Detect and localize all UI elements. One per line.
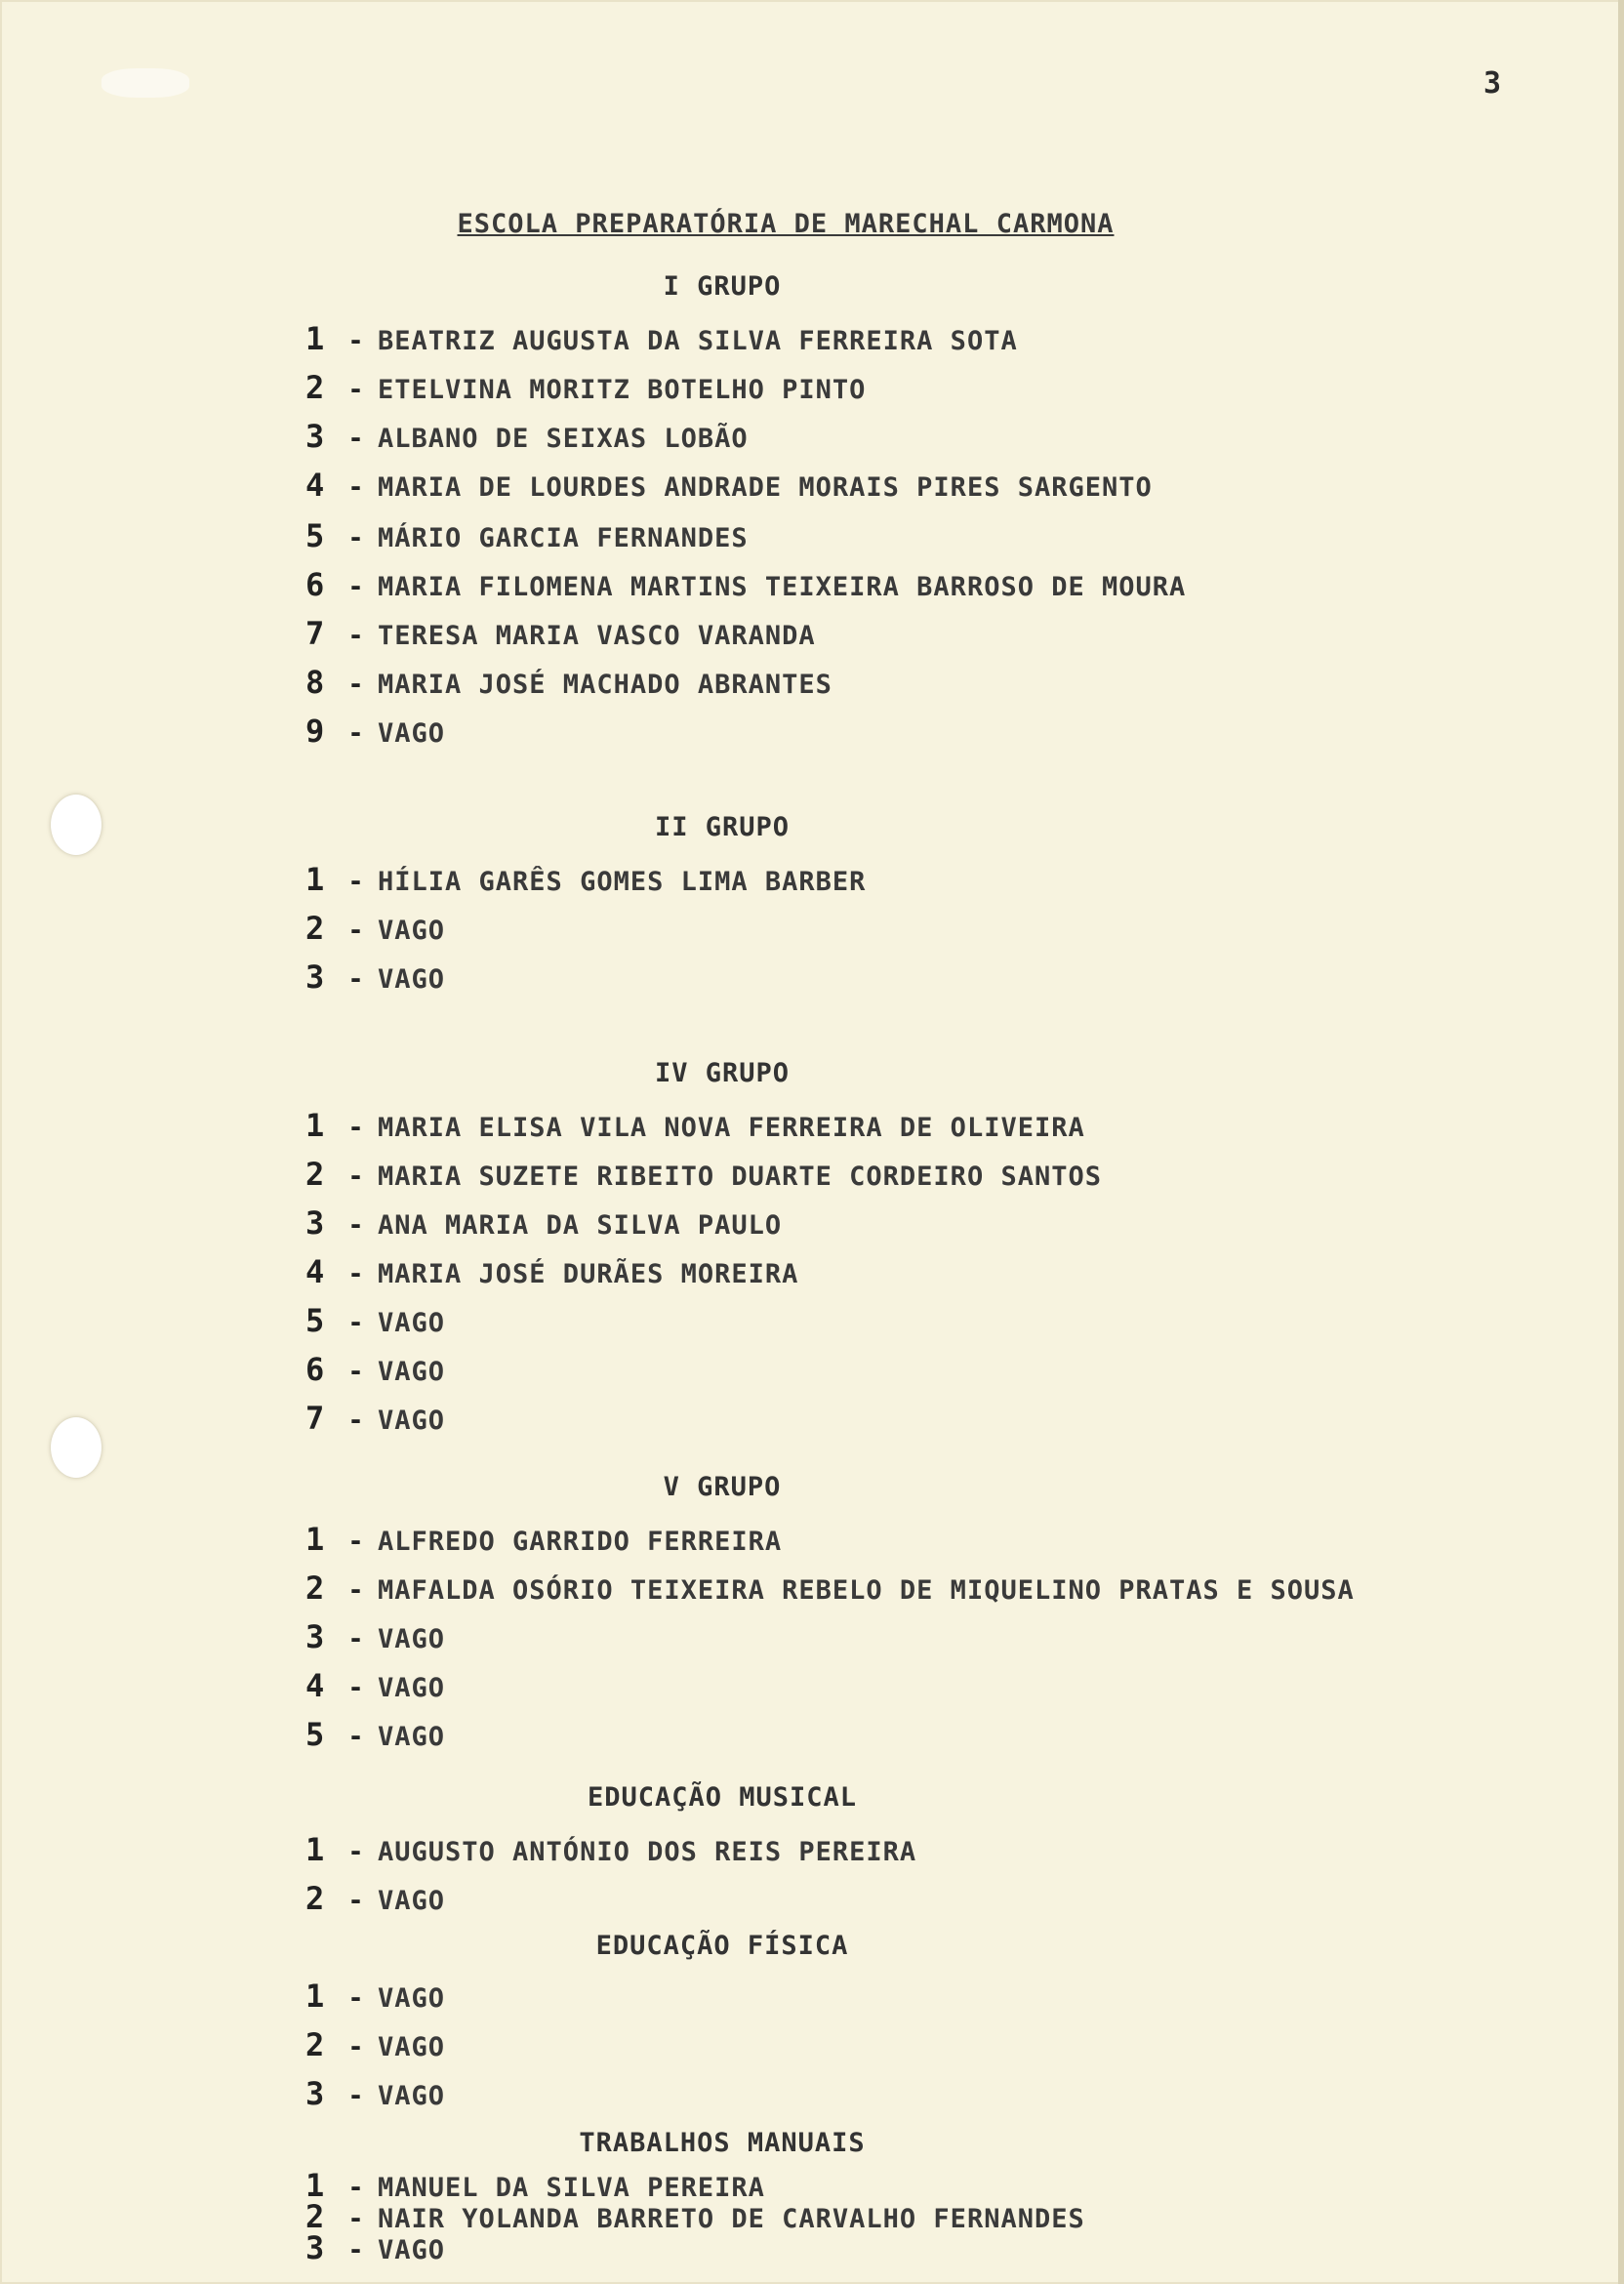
group-heading: TRABALHOS MANUAIS: [579, 2128, 866, 2158]
list-item: [305, 1400, 445, 1437]
item-dash: -: [347, 375, 365, 405]
item-name: VAGO: [378, 1624, 446, 1654]
item-name: VAGO: [378, 1357, 446, 1387]
item-number: 5: [305, 517, 326, 554]
item-number: 1: [305, 1978, 326, 2015]
list-item: [305, 1880, 445, 1917]
item-number: 4: [305, 1667, 326, 1704]
item-number: 7: [305, 615, 326, 652]
item-number: 6: [305, 1351, 326, 1388]
list-item: [305, 369, 866, 406]
item-name: VAGO: [378, 1722, 446, 1752]
list-item: [305, 418, 749, 455]
item-dash: -: [347, 867, 365, 897]
list-item: [305, 1831, 916, 1868]
item-number: 2: [305, 2198, 326, 2235]
item-number: 8: [305, 664, 326, 701]
list-item: [305, 2229, 445, 2266]
item-name: ANA MARIA DA SILVA PAULO: [378, 1210, 783, 1241]
paper-tear: [102, 68, 189, 98]
item-dash: -: [347, 1722, 365, 1752]
item-dash: -: [347, 424, 365, 454]
page-edge-shadow: [1618, 0, 1624, 2284]
item-dash: -: [347, 1308, 365, 1338]
item-name: MARIA JOSÉ MACHADO ABRANTES: [378, 670, 832, 700]
item-dash: -: [347, 1673, 365, 1703]
item-name: VAGO: [378, 916, 446, 946]
item-number: 2: [305, 1880, 326, 1917]
list-item: [305, 1253, 798, 1290]
item-name: MARIA DE LOURDES ANDRADE MORAIS PIRES SARGENTO: [378, 472, 1153, 503]
list-item: [305, 1156, 1102, 1193]
list-item: [305, 910, 445, 947]
item-dash: -: [347, 1162, 365, 1192]
item-name: MARIA SUZETE RIBEITO DUARTE CORDEIRO SANTOS: [378, 1162, 1102, 1192]
list-item: [305, 958, 445, 996]
item-dash: -: [347, 621, 365, 651]
list-item: [305, 1302, 445, 1339]
item-number: 1: [305, 320, 326, 357]
item-name: VAGO: [378, 2032, 446, 2062]
item-dash: -: [347, 2235, 365, 2265]
item-number: 1: [305, 1107, 326, 1144]
item-name: AUGUSTO ANTÓNIO DOS REIS PEREIRA: [378, 1837, 917, 1867]
list-item: [305, 1716, 445, 1753]
list-item: [305, 2026, 445, 2063]
item-name: MARIA JOSÉ DURÃES MOREIRA: [378, 1259, 799, 1289]
list-item: [305, 713, 445, 750]
group-heading: EDUCAÇÃO FÍSICA: [595, 1931, 849, 1961]
item-name: MÁRIO GARCIA FERNANDES: [378, 523, 749, 553]
item-name: BEATRIZ AUGUSTA DA SILVA FERREIRA SOTA: [378, 326, 1018, 356]
group-heading: II GRUPO: [654, 812, 791, 842]
item-dash: -: [347, 2081, 365, 2111]
item-name: VAGO: [378, 1673, 446, 1703]
item-number: 5: [305, 1302, 326, 1339]
item-number: 1: [305, 861, 326, 898]
item-dash: -: [347, 670, 365, 700]
list-item: [305, 1521, 782, 1558]
item-name: VAGO: [378, 1406, 446, 1436]
list-item: [305, 1978, 445, 2015]
item-number: 5: [305, 1716, 326, 1753]
item-dash: -: [347, 1983, 365, 2014]
item-name: ALFREDO GARRIDO FERREIRA: [378, 1527, 783, 1557]
item-dash: -: [347, 1113, 365, 1143]
item-number: 1: [305, 1521, 326, 1558]
item-dash: -: [347, 1406, 365, 1436]
list-item: [305, 2075, 445, 2112]
item-number: 3: [305, 1618, 326, 1655]
group-heading: I GRUPO: [663, 271, 782, 302]
item-dash: -: [347, 1837, 365, 1867]
item-dash: -: [347, 718, 365, 749]
item-name: ETELVINA MORITZ BOTELHO PINTO: [378, 375, 867, 405]
item-name: NAIR YOLANDA BARRETO DE CARVALHO FERNANDES: [378, 2204, 1085, 2234]
list-item: [305, 664, 832, 701]
item-dash: -: [347, 2204, 365, 2234]
item-name: VAGO: [378, 1983, 446, 2014]
item-name: VAGO: [378, 964, 446, 995]
item-dash: -: [347, 2173, 365, 2203]
item-dash: -: [347, 916, 365, 946]
list-item: [305, 467, 1153, 504]
item-number: 4: [305, 1253, 326, 1290]
item-dash: -: [347, 1357, 365, 1387]
group-heading: V GRUPO: [663, 1472, 782, 1502]
document-title: ESCOLA PREPARATÓRIA DE MARECHAL CARMONA: [457, 209, 1115, 239]
item-number: 2: [305, 910, 326, 947]
group-heading: EDUCAÇÃO MUSICAL: [587, 1782, 858, 1813]
item-dash: -: [347, 523, 365, 553]
item-dash: -: [347, 2032, 365, 2062]
list-item: [305, 320, 1018, 357]
list-item: [305, 861, 866, 898]
item-name: VAGO: [378, 718, 446, 749]
list-item: [305, 1107, 1085, 1144]
list-item: [305, 615, 816, 652]
item-number: 3: [305, 1204, 326, 1242]
item-dash: -: [347, 1886, 365, 1916]
item-dash: -: [347, 1527, 365, 1557]
item-number: 3: [305, 958, 326, 996]
item-name: TERESA MARIA VASCO VARANDA: [378, 621, 816, 651]
item-number: 2: [305, 2026, 326, 2063]
item-dash: -: [347, 964, 365, 995]
item-dash: -: [347, 326, 365, 356]
item-number: 2: [305, 369, 326, 406]
list-item: [305, 1667, 445, 1704]
list-item: [305, 1204, 782, 1242]
item-number: 2: [305, 1156, 326, 1193]
item-number: 7: [305, 1400, 326, 1437]
item-name: MARIA ELISA VILA NOVA FERREIRA DE OLIVEIRA: [378, 1113, 1085, 1143]
item-name: MANUEL DA SILVA PEREIRA: [378, 2173, 765, 2203]
item-name: VAGO: [378, 1308, 446, 1338]
item-dash: -: [347, 572, 365, 602]
list-item: [305, 517, 749, 554]
item-dash: -: [347, 472, 365, 503]
item-name: VAGO: [378, 1886, 446, 1916]
group-heading: IV GRUPO: [654, 1058, 791, 1088]
list-item: [305, 1570, 1355, 1607]
item-number: 2: [305, 1570, 326, 1607]
list-item: [305, 566, 1186, 603]
item-dash: -: [347, 1210, 365, 1241]
item-number: 3: [305, 2229, 326, 2266]
item-dash: -: [347, 1575, 365, 1606]
item-name: ALBANO DE SEIXAS LOBÃO: [378, 424, 749, 454]
item-number: 1: [305, 2167, 326, 2204]
item-number: 4: [305, 467, 326, 504]
item-number: 3: [305, 418, 326, 455]
item-name: HÍLIA GARÊS GOMES LIMA BARBER: [378, 867, 867, 897]
item-number: 1: [305, 1831, 326, 1868]
item-name: MARIA FILOMENA MARTINS TEIXEIRA BARROSO DE MOURA: [378, 572, 1187, 602]
item-name: MAFALDA OSÓRIO TEIXEIRA REBELO DE MIQUELINO PRATAS E SOUSA: [378, 1575, 1355, 1606]
item-number: 6: [305, 566, 326, 603]
item-name: VAGO: [378, 2235, 446, 2265]
item-dash: -: [347, 1259, 365, 1289]
list-item: [305, 1618, 445, 1655]
item-name: VAGO: [378, 2081, 446, 2111]
punch-hole-bottom: [51, 1417, 102, 1478]
item-number: 9: [305, 713, 326, 750]
item-dash: -: [347, 1624, 365, 1654]
list-item: [305, 1351, 445, 1388]
item-number: 3: [305, 2075, 326, 2112]
page-number: 3: [1483, 66, 1502, 101]
